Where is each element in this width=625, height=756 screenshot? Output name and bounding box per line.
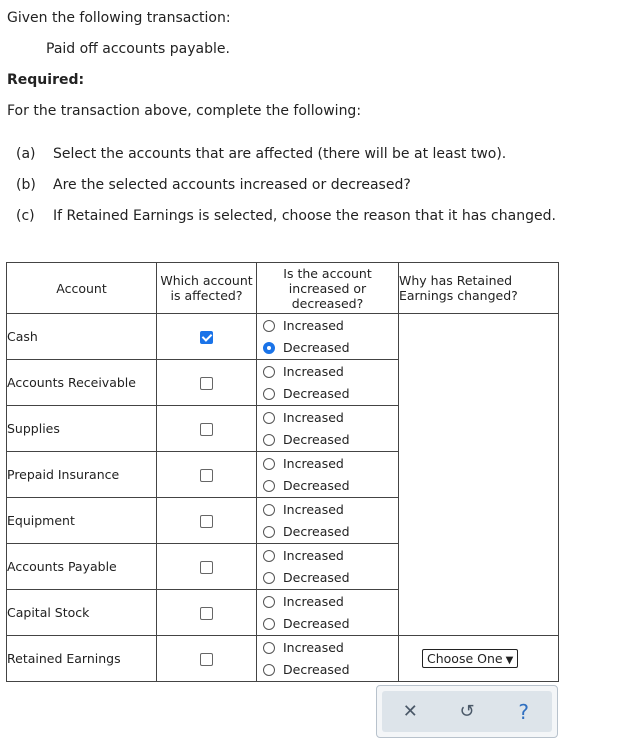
increased-radio[interactable] [257, 545, 398, 567]
decreased-radio[interactable] [257, 567, 398, 589]
requirement-b [16, 177, 556, 208]
radio-label: Decreased [283, 432, 350, 447]
radio-label: Increased [283, 456, 344, 471]
requirement-text: Are the selected accounts increased or decreased? [53, 177, 411, 193]
decreased-radio[interactable] [257, 337, 398, 359]
affected-checkbox[interactable] [200, 515, 213, 528]
header-affected: Which account is affected? [157, 263, 257, 314]
header-why-changed: Why has Retained Earnings changed? [399, 263, 559, 314]
increased-radio[interactable] [257, 453, 398, 475]
account-name: Retained Earnings [7, 636, 157, 682]
affected-checkbox[interactable] [200, 653, 213, 666]
requirement-a [16, 146, 556, 177]
affected-checkbox[interactable] [200, 331, 213, 344]
radio-label: Decreased [283, 570, 350, 585]
chevron-down-icon: ▼ [505, 655, 514, 666]
requirement-text: If Retained Earnings is selected, choose the reason that it has changed. [53, 208, 556, 224]
radio-button[interactable] [263, 342, 275, 354]
affected-checkbox[interactable] [200, 377, 213, 390]
radio-button[interactable] [263, 526, 275, 538]
radio-button[interactable] [263, 504, 275, 516]
radio-label: Decreased [283, 386, 350, 401]
account-name: Equipment [7, 498, 157, 544]
radio-button[interactable] [263, 618, 275, 630]
account-name: Supplies [7, 406, 157, 452]
affected-checkbox[interactable] [200, 423, 213, 436]
radio-label: Increased [283, 318, 344, 333]
decreased-radio[interactable] [257, 475, 398, 497]
radio-button[interactable] [263, 480, 275, 492]
transaction-text: Paid off accounts payable. [46, 41, 230, 57]
answer-table [6, 262, 559, 682]
affected-checkbox[interactable] [200, 561, 213, 574]
radio-button[interactable] [263, 550, 275, 562]
why-blank-cell [399, 314, 559, 636]
radio-label: Decreased [283, 478, 350, 493]
increased-radio[interactable] [257, 591, 398, 613]
radio-label: Decreased [283, 340, 350, 355]
affected-checkbox[interactable] [200, 469, 213, 482]
requirement-c [16, 208, 556, 239]
answer-toolbar [376, 685, 558, 738]
decreased-radio[interactable] [257, 521, 398, 543]
reason-select[interactable] [422, 649, 518, 668]
requirement-list [16, 146, 556, 239]
given-text: Given the following transaction: [7, 10, 231, 26]
table-header-row [7, 263, 559, 314]
radio-label: Decreased [283, 524, 350, 539]
increased-radio[interactable] [257, 361, 398, 383]
header-increased-decreased: Is the account increased or decreased? [257, 263, 399, 314]
account-name: Capital Stock [7, 590, 157, 636]
decreased-radio[interactable] [257, 613, 398, 635]
requirement-tag: (b) [16, 177, 36, 193]
decreased-radio[interactable] [257, 659, 398, 681]
decreased-radio[interactable] [257, 429, 398, 451]
increased-radio[interactable] [257, 637, 398, 659]
radio-label: Increased [283, 502, 344, 517]
radio-button[interactable] [263, 664, 275, 676]
radio-button[interactable] [263, 596, 275, 608]
radio-button[interactable] [263, 366, 275, 378]
radio-label: Increased [283, 364, 344, 379]
radio-button[interactable] [263, 642, 275, 654]
requirement-text: Select the accounts that are affected (there will be at least two). [53, 146, 507, 162]
radio-button[interactable] [263, 572, 275, 584]
undo-icon[interactable]: ↺ [459, 701, 475, 722]
increased-radio[interactable] [257, 499, 398, 521]
header-account: Account [7, 263, 157, 314]
increased-radio[interactable] [257, 407, 398, 429]
radio-button[interactable] [263, 458, 275, 470]
account-name: Accounts Receivable [7, 360, 157, 406]
table-row [7, 314, 559, 360]
requirement-tag: (a) [16, 146, 36, 162]
increased-radio[interactable] [257, 315, 398, 337]
radio-label: Increased [283, 548, 344, 563]
radio-label: Decreased [283, 616, 350, 631]
radio-button[interactable] [263, 320, 275, 332]
requirement-tag: (c) [16, 208, 35, 224]
radio-label: Increased [283, 594, 344, 609]
radio-label: Decreased [283, 662, 350, 677]
radio-label: Increased [283, 410, 344, 425]
required-heading: Required: [7, 72, 85, 88]
reason-select-value: Choose One [427, 651, 503, 666]
decreased-radio[interactable] [257, 383, 398, 405]
radio-button[interactable] [263, 388, 275, 400]
affected-checkbox[interactable] [200, 607, 213, 620]
account-name: Accounts Payable [7, 544, 157, 590]
account-name: Prepaid Insurance [7, 452, 157, 498]
radio-label: Increased [283, 640, 344, 655]
instruction-text: For the transaction above, complete the following: [7, 103, 362, 119]
help-icon[interactable]: ? [518, 699, 529, 724]
radio-button[interactable] [263, 434, 275, 446]
radio-button[interactable] [263, 412, 275, 424]
account-name: Cash [7, 314, 157, 360]
table-row [7, 636, 559, 682]
close-icon[interactable]: ✕ [402, 701, 418, 722]
